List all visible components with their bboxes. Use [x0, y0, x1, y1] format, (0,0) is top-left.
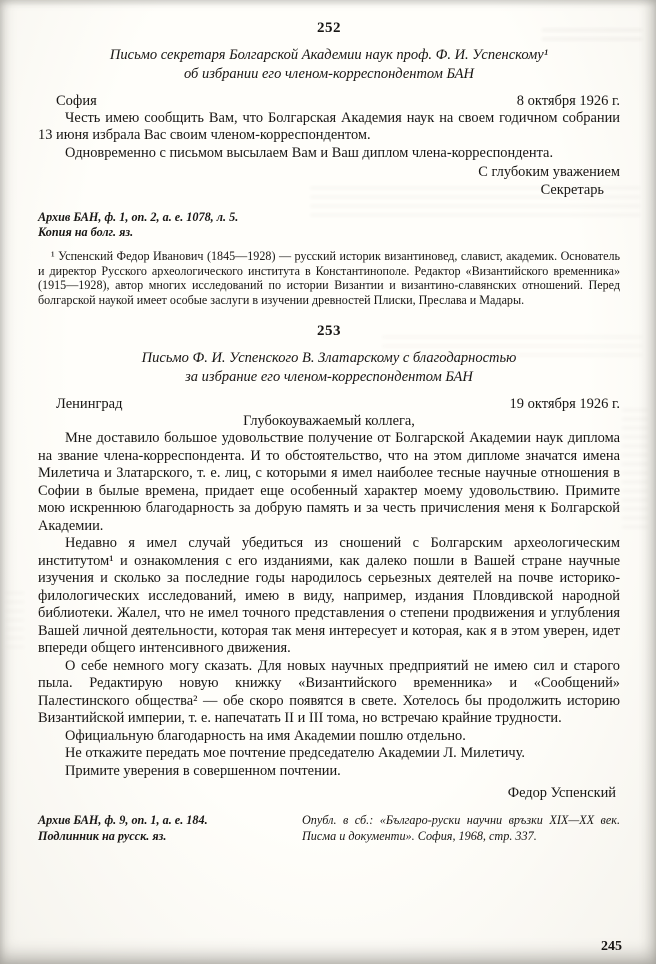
archive-note-252 [38, 210, 620, 240]
letter-paragraph: Примите уверения в совершенном почтении. [65, 762, 341, 779]
letter-closing-252 [38, 164, 620, 199]
place-name: Ленинград [56, 395, 123, 412]
document-number-253: 253 [317, 323, 341, 340]
letter-date: 8 октября 1926 г. [516, 92, 620, 109]
letter-signature: Федор Успенский [507, 785, 616, 802]
footnote-252: ¹ Успенский Федор Иванович (1845—1928) — русский историк византиновед, славист, академик. Основатель и директор Русского археологического института в Константинополе. Редактор «Византийского временника» (1915—1928), автор многих исследований по истории Византии и византино-славянских отношений. Перед болгарской наукой имеет особые заслуги в изучении древностей Плиски, Преслава и Мадары. [38, 248, 620, 308]
title-line: об избрании его членом-корреспондентом БАН [183, 65, 474, 82]
letter-paragraph: Не откажите передать мое почтение председателю Академии Л. Милетичу. [65, 745, 525, 762]
letter-paragraph: Недавно я имел случай убедиться из сношений с Болгарским археологическим институтом¹ и ознакомления с его изданиями, как далеко пошли в Вашей стране научные изучения и сколько за последние годы народилось серьезных деятелей на почве историко-филологических исследований, имею в виду, например, издания Пловдивской народной библиотеки. Жалел, что не имел точного представления о степени продвижения и углубления Вашей личной деятельности, которая так меня интересует и которая, как я в этом уверен, идет впереди общего интенсивного движения. [38, 535, 620, 657]
dateline-252 [38, 93, 620, 110]
document-252-title [38, 46, 620, 84]
archive-line: Копия на болг. яз. [38, 225, 134, 240]
letter-paragraph: Одновременно с письмом высылаем Вам и Ваш диплом члена-корреспондента. [65, 144, 554, 161]
scan-artifact [6, 588, 24, 648]
letter-date: 19 октября 1926 г. [509, 395, 620, 412]
closing-salute: С глубоким уважением [478, 164, 620, 181]
archive-line: Архив БАН, ф. 1, оп. 2, а. е. 1078, л. 5. [38, 210, 239, 225]
letter-paragraph: О себе немного могу сказать. Для новых научных предприятий не имею сил и старого пыла. Редактирую новую книжку «Византийского временника» и «Сообщений» Палестинского общества² — обе скоро появятся в свете. Хотелось бы продолжить историю Византийской империи, т. е. напечатать II и III тома, но встречаю крайние трудности. [38, 657, 620, 727]
publication-note: Опубл. в сб.: «Българо-руски научни връзки XIX—XX век. Писма и документи». София, 1968, стр. 337. [302, 813, 620, 843]
document-number-252: 252 [317, 20, 341, 36]
archive-line: Подлинник на русск. яз. [38, 828, 167, 843]
title-line: за избрание его членом-корреспондентом БАН [185, 369, 473, 386]
letter-salutation: Глубокоуважаемый коллега, [243, 412, 415, 429]
references-block [38, 813, 620, 844]
page-folio-number: 245 [601, 939, 622, 954]
document-253-title [38, 349, 620, 387]
title-line: Письмо Ф. И. Успенского В. Златарскому с благодарностью [141, 350, 517, 367]
place-name: София [56, 92, 97, 109]
scan-artifact [622, 408, 648, 528]
archive-note-253 [38, 813, 208, 844]
archive-line: Архив БАН, ф. 9, оп. 1, а. е. 184. [38, 813, 208, 828]
closing-signature: Секретарь [540, 181, 604, 198]
title-line: Письмо секретаря Болгарской Академии наук проф. Ф. И. Успенскому¹ [109, 47, 549, 63]
dateline-253 [38, 396, 620, 413]
letter-paragraph: Мне доставило большое удовольствие получение от Болгарской Академии наук диплома на звание члена-корреспондента. И то обстоятельство, что на этом дипломе значатся имена Милетича и Златарского, т. е. лиц, с которыми я имел наиболее тесные научные отношения в Софии в былые времена, придает еще особенный характер моему удовольствию. Примите мою искреннюю благодарность за добрую память и за честь причисления меня к Болгарской Академии. [38, 430, 620, 534]
letter-paragraph: Официальную благодарность на имя Академии пошлю отдельно. [65, 727, 466, 744]
letter-paragraph: Честь имею сообщить Вам, что Болгарская Академия наук на своем годичном собрании 13 июня избрала Вас своим членом-корреспондентом. [38, 109, 620, 144]
